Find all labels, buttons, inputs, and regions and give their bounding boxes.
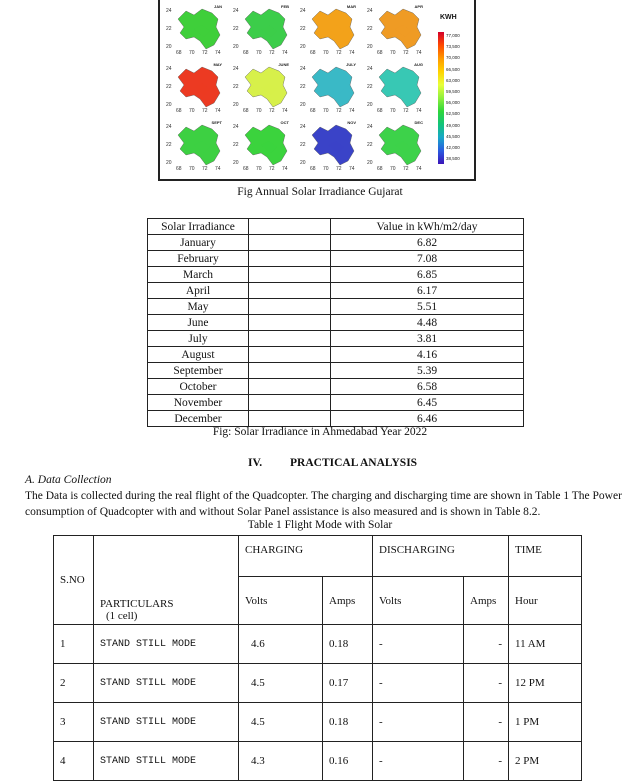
map-x-tick: 74 (349, 166, 355, 172)
map-y-tick: 24 (233, 66, 239, 72)
gujarat-map-shape (373, 5, 429, 51)
map-july (298, 60, 362, 117)
map-y-tick: 24 (233, 8, 239, 14)
header-empty-cell (249, 219, 331, 235)
time-cell: 12 PM (509, 664, 582, 703)
map-y-tick: 24 (166, 66, 172, 72)
irradiance-header-row (148, 219, 524, 235)
legend-tick: 66,500 (446, 66, 460, 72)
map-x-tick: 72 (202, 166, 208, 172)
map-x-tick: 68 (176, 50, 182, 56)
map-x-tick: 72 (202, 108, 208, 114)
month-cell: August (148, 347, 249, 363)
map-y-tick: 20 (166, 160, 172, 166)
map-y-tick: 22 (300, 142, 306, 148)
header-sno: S.NO (54, 536, 94, 625)
value-cell: 4.16 (331, 347, 524, 363)
value-cell: 6.58 (331, 379, 524, 395)
map-month-label: JUNE (278, 62, 289, 67)
header-charging: CHARGING (239, 536, 373, 577)
header-discharging-volts: Volts (373, 577, 464, 625)
charging-volts-cell: 4.5 (239, 664, 323, 703)
charging-volts-cell: 4.3 (239, 742, 323, 781)
map-x-tick: 68 (243, 50, 249, 56)
figure-caption: Fig Annual Solar Irradiance Gujarat (237, 186, 403, 198)
discharging-amps-cell: - (464, 742, 509, 781)
header-charging-volts: Volts (239, 577, 323, 625)
map-june (231, 60, 295, 117)
map-x-tick: 68 (310, 108, 316, 114)
map-x-tick: 70 (323, 166, 329, 172)
irradiance-row (148, 379, 524, 395)
map-x-tick: 72 (336, 50, 342, 56)
map-x-tick: 72 (403, 108, 409, 114)
section-title: PRACTICAL ANALYSIS (290, 457, 418, 469)
month-cell: October (148, 379, 249, 395)
empty-cell (249, 411, 331, 427)
discharging-volts-cell: - (373, 625, 464, 664)
empty-cell (249, 315, 331, 331)
particulars-cell: STAND STILL MODE (94, 703, 239, 742)
map-month-label: DEC (414, 120, 423, 125)
discharging-amps-cell: - (464, 664, 509, 703)
value-cell: 6.46 (331, 411, 524, 427)
legend-tick: 38,500 (446, 156, 460, 162)
map-x-tick: 70 (256, 50, 262, 56)
sno-cell: 2 (54, 664, 94, 703)
header-value: Value in kWh/m2/day (331, 219, 524, 235)
map-y-tick: 24 (367, 8, 373, 14)
map-x-tick: 70 (390, 50, 396, 56)
flight-row (54, 625, 582, 664)
irradiance-row (148, 331, 524, 347)
sno-cell: 4 (54, 742, 94, 781)
map-month-label: APR (414, 4, 423, 9)
discharging-volts-cell: - (373, 703, 464, 742)
irradiance-table (147, 218, 524, 427)
map-y-tick: 22 (367, 26, 373, 32)
map-y-tick: 20 (300, 160, 306, 166)
irradiance-row (148, 315, 524, 331)
map-y-tick: 24 (166, 8, 172, 14)
month-cell: May (148, 299, 249, 315)
discharging-amps-cell: - (464, 703, 509, 742)
discharging-volts-cell: - (373, 664, 464, 703)
gujarat-map-shape (373, 63, 429, 109)
map-x-tick: 72 (269, 166, 275, 172)
irradiance-row (148, 283, 524, 299)
map-sept (164, 118, 228, 175)
map-y-tick: 22 (367, 84, 373, 90)
map-y-tick: 22 (166, 142, 172, 148)
map-month-label: FEB (281, 4, 289, 9)
map-y-tick: 20 (166, 102, 172, 108)
map-month-label: AUG (414, 62, 423, 67)
map-x-tick: 74 (416, 108, 422, 114)
map-month-label: MAY (213, 62, 222, 67)
section-number: IV. (248, 457, 263, 469)
legend-title: KWH (440, 14, 457, 21)
irradiance-caption: Fig: Solar Irradiance in Ahmedabad Year 2022 (212, 426, 428, 438)
map-month-label: SEPT (211, 120, 222, 125)
gujarat-map-shape (306, 63, 362, 109)
charging-amps-cell: 0.18 (323, 625, 373, 664)
map-x-tick: 70 (189, 50, 195, 56)
gujarat-map-shape (239, 5, 295, 51)
legend-tick: 56,000 (446, 100, 460, 106)
map-month-label: JULY (346, 62, 356, 67)
charging-amps-cell: 0.16 (323, 742, 373, 781)
legend-tick: 49,000 (446, 122, 460, 128)
map-y-tick: 20 (300, 44, 306, 50)
header-particulars-sub: (1 cell) (106, 610, 138, 622)
map-x-tick: 72 (336, 108, 342, 114)
map-y-tick: 20 (367, 44, 373, 50)
map-x-tick: 70 (189, 108, 195, 114)
kwh-legend (436, 8, 472, 174)
map-month-label: MAR (346, 4, 356, 9)
map-x-tick: 74 (349, 50, 355, 56)
month-cell: July (148, 331, 249, 347)
map-y-tick: 22 (233, 142, 239, 148)
map-y-tick: 20 (367, 160, 373, 166)
charging-amps-cell: 0.17 (323, 664, 373, 703)
map-y-tick: 24 (300, 124, 306, 130)
map-x-tick: 74 (349, 108, 355, 114)
flight-row (54, 664, 582, 703)
irradiance-row (148, 363, 524, 379)
empty-cell (249, 283, 331, 299)
header-time: TIME (509, 536, 582, 577)
value-cell: 3.81 (331, 331, 524, 347)
map-x-tick: 74 (416, 166, 422, 172)
flight-mode-table (53, 535, 582, 781)
irradiance-row (148, 267, 524, 283)
map-x-tick: 68 (377, 166, 383, 172)
map-x-tick: 74 (282, 166, 288, 172)
map-y-tick: 20 (233, 44, 239, 50)
map-oct (231, 118, 295, 175)
sno-cell: 1 (54, 625, 94, 664)
empty-cell (249, 347, 331, 363)
map-x-tick: 72 (403, 166, 409, 172)
map-month-label: OCT (280, 120, 289, 125)
map-y-tick: 22 (233, 26, 239, 32)
map-x-tick: 70 (390, 108, 396, 114)
legend-tick: 63,000 (446, 77, 460, 83)
gujarat-map-shape (373, 121, 429, 167)
legend-tick: 77,000 (446, 33, 460, 38)
map-x-tick: 74 (215, 108, 221, 114)
legend-tick: 59,500 (446, 89, 460, 94)
gujarat-map-shape (172, 5, 228, 51)
map-x-tick: 70 (390, 166, 396, 172)
map-jan (164, 2, 228, 59)
empty-cell (249, 331, 331, 347)
map-y-tick: 24 (300, 8, 306, 14)
particulars-cell: STAND STILL MODE (94, 625, 239, 664)
map-y-tick: 22 (166, 26, 172, 32)
month-cell: April (148, 283, 249, 299)
irradiance-row (148, 395, 524, 411)
map-x-tick: 74 (416, 50, 422, 56)
empty-cell (249, 235, 331, 251)
body-paragraph: The Data is collected during the real flight of the Quadcopter. The charging and discharging time are shown in Table 1 The Power consumption of Quadcopter with and without Solar Panel assistance is also measured and is shown in Table 8.2. (25, 490, 622, 518)
month-cell: December (148, 411, 249, 427)
legend-tick: 73,500 (446, 44, 460, 50)
map-x-tick: 74 (282, 50, 288, 56)
subsection-title: A. Data Collection (25, 474, 112, 486)
particulars-cell: STAND STILL MODE (94, 742, 239, 781)
map-mar (298, 2, 362, 59)
value-cell: 4.48 (331, 315, 524, 331)
map-month-label: NOV (347, 120, 356, 125)
header-discharging-amps: Amps (464, 577, 509, 625)
gujarat-map-shape (239, 121, 295, 167)
map-x-tick: 72 (269, 108, 275, 114)
map-x-tick: 68 (310, 50, 316, 56)
map-x-tick: 72 (202, 50, 208, 56)
month-cell: September (148, 363, 249, 379)
gujarat-map-shape (172, 63, 228, 109)
month-cell: February (148, 251, 249, 267)
map-x-tick: 70 (256, 108, 262, 114)
header-hour: Hour (509, 577, 582, 625)
map-y-tick: 24 (367, 66, 373, 72)
map-x-tick: 70 (189, 166, 195, 172)
value-cell: 5.51 (331, 299, 524, 315)
legend-color-bar (438, 32, 444, 164)
time-cell: 1 PM (509, 703, 582, 742)
map-dec (365, 118, 429, 175)
value-cell: 6.85 (331, 267, 524, 283)
solar-irradiance-figure (158, 0, 476, 181)
discharging-volts-cell: - (373, 742, 464, 781)
legend-tick: 52,500 (446, 111, 460, 117)
empty-cell (249, 395, 331, 411)
map-y-tick: 22 (300, 26, 306, 32)
charging-volts-cell: 4.5 (239, 703, 323, 742)
map-apr (365, 2, 429, 59)
map-y-tick: 24 (233, 124, 239, 130)
charging-amps-cell: 0.18 (323, 703, 373, 742)
map-nov (298, 118, 362, 175)
charging-volts-cell: 4.6 (239, 625, 323, 664)
map-y-tick: 20 (233, 102, 239, 108)
map-x-tick: 68 (310, 166, 316, 172)
map-x-tick: 68 (243, 166, 249, 172)
header-particulars (94, 536, 239, 625)
table-caption: Table 1 Flight Mode with Solar (247, 519, 393, 531)
map-y-tick: 20 (233, 160, 239, 166)
map-feb (231, 2, 295, 59)
map-x-tick: 74 (215, 50, 221, 56)
map-x-tick: 74 (282, 108, 288, 114)
value-cell: 7.08 (331, 251, 524, 267)
gujarat-map-shape (306, 121, 362, 167)
irradiance-row (148, 299, 524, 315)
map-y-tick: 20 (367, 102, 373, 108)
map-y-tick: 20 (300, 102, 306, 108)
discharging-amps-cell: - (464, 625, 509, 664)
month-cell: January (148, 235, 249, 251)
gujarat-map-shape (172, 121, 228, 167)
map-x-tick: 72 (336, 166, 342, 172)
flight-header-row-1 (54, 536, 582, 577)
time-cell: 11 AM (509, 625, 582, 664)
legend-tick: 70,000 (446, 55, 460, 61)
legend-tick: 42,000 (446, 145, 460, 150)
header-charging-amps: Amps (323, 577, 373, 625)
map-aug (365, 60, 429, 117)
particulars-cell: STAND STILL MODE (94, 664, 239, 703)
value-cell: 5.39 (331, 363, 524, 379)
month-cell: March (148, 267, 249, 283)
map-y-tick: 20 (166, 44, 172, 50)
map-x-tick: 72 (269, 50, 275, 56)
map-y-tick: 22 (233, 84, 239, 90)
map-x-tick: 70 (256, 166, 262, 172)
flight-row (54, 703, 582, 742)
map-x-tick: 68 (176, 108, 182, 114)
legend-tick: 45,500 (446, 133, 460, 139)
map-x-tick: 68 (377, 50, 383, 56)
map-x-tick: 70 (323, 50, 329, 56)
map-x-tick: 70 (323, 108, 329, 114)
value-cell: 6.82 (331, 235, 524, 251)
header-particulars-label: PARTICULARS (100, 598, 174, 610)
time-cell: 2 PM (509, 742, 582, 781)
irradiance-row (148, 251, 524, 267)
map-y-tick: 22 (300, 84, 306, 90)
map-x-tick: 68 (377, 108, 383, 114)
header-discharging: DISCHARGING (373, 536, 509, 577)
gujarat-map-shape (306, 5, 362, 51)
map-may (164, 60, 228, 117)
irradiance-row (148, 235, 524, 251)
empty-cell (249, 379, 331, 395)
value-cell: 6.45 (331, 395, 524, 411)
month-cell: November (148, 395, 249, 411)
irradiance-row (148, 411, 524, 427)
map-y-tick: 22 (367, 142, 373, 148)
map-x-tick: 74 (215, 166, 221, 172)
empty-cell (249, 363, 331, 379)
sno-cell: 3 (54, 703, 94, 742)
map-month-label: JAN (213, 4, 222, 9)
gujarat-map-shape (239, 63, 295, 109)
map-y-tick: 24 (166, 124, 172, 130)
empty-cell (249, 267, 331, 283)
map-y-tick: 22 (166, 84, 172, 90)
map-x-tick: 68 (176, 166, 182, 172)
map-x-tick: 68 (243, 108, 249, 114)
header-solar-irradiance: Solar Irradiance (148, 219, 249, 235)
month-cell: June (148, 315, 249, 331)
map-x-tick: 72 (403, 50, 409, 56)
empty-cell (249, 299, 331, 315)
empty-cell (249, 251, 331, 267)
map-y-tick: 24 (300, 66, 306, 72)
value-cell: 6.17 (331, 283, 524, 299)
flight-row (54, 742, 582, 781)
irradiance-row (148, 347, 524, 363)
map-y-tick: 24 (367, 124, 373, 130)
